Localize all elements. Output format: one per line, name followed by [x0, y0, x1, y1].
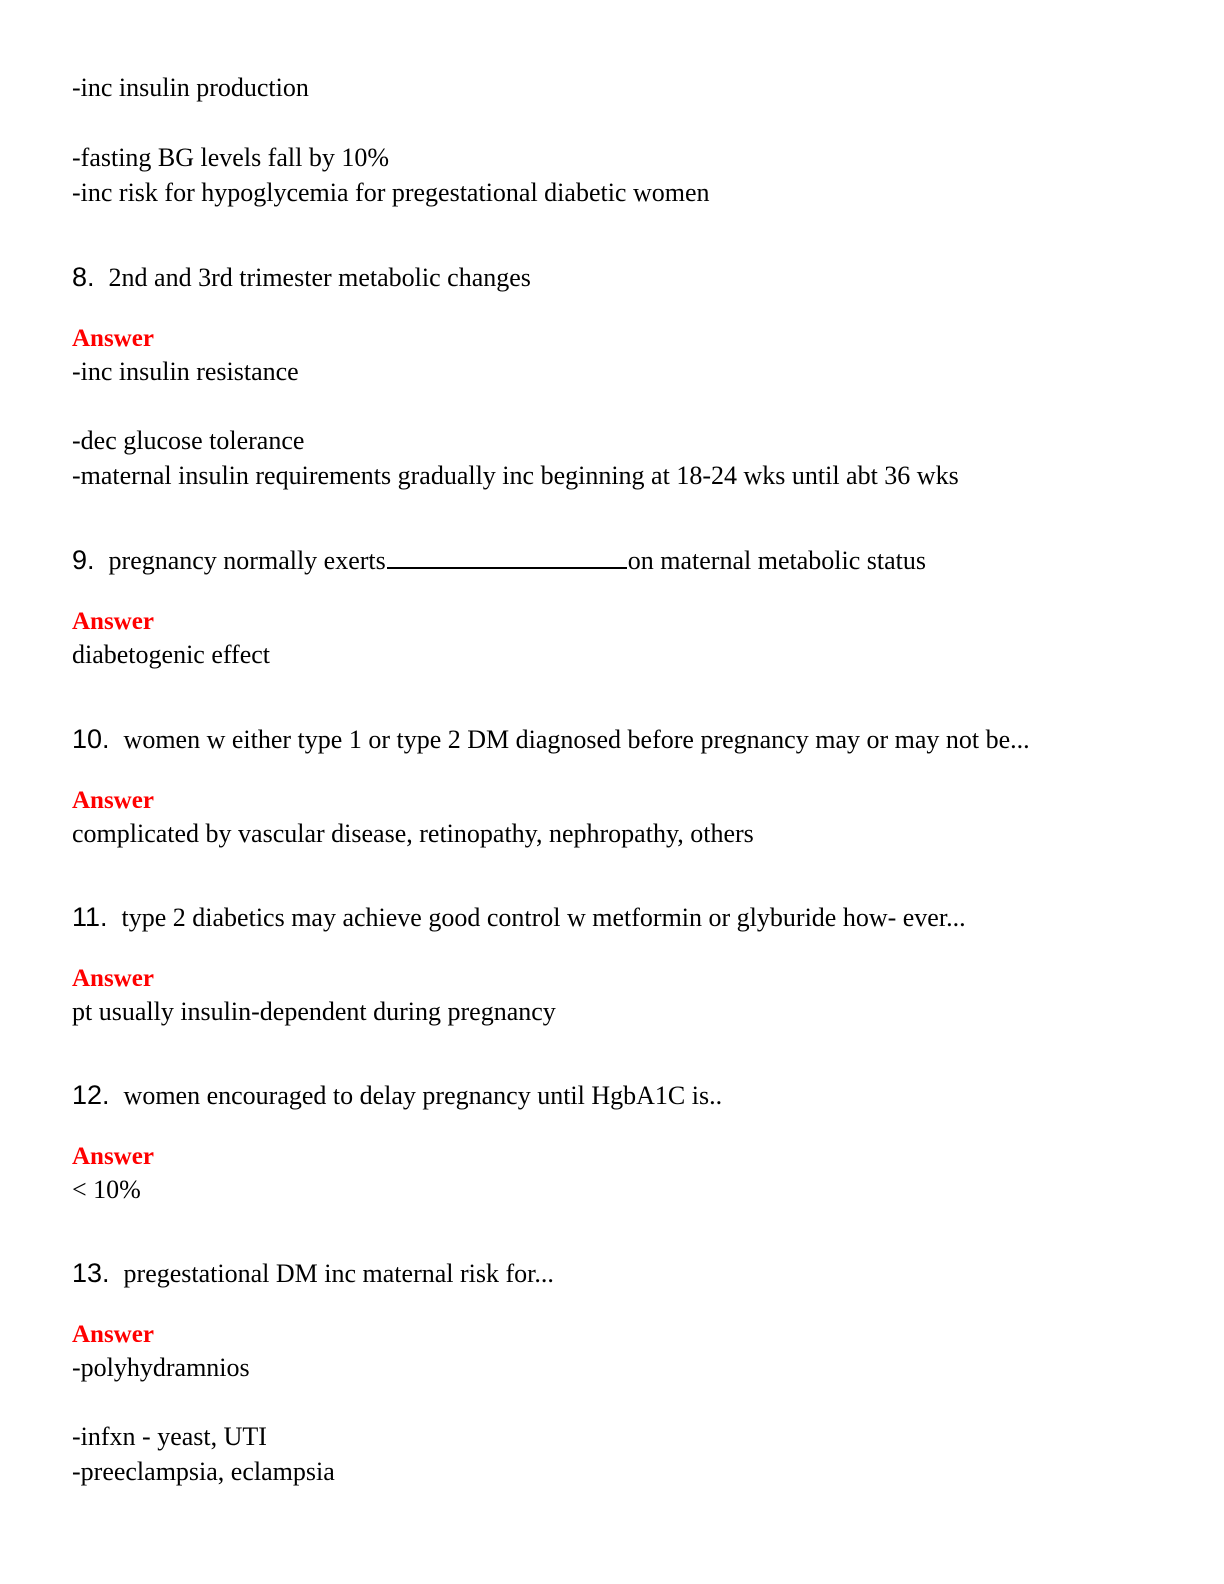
- question-number: 12.: [72, 1080, 110, 1110]
- question-13: [72, 1257, 554, 1290]
- answer-line: < 10%: [72, 1175, 141, 1204]
- question-9: [72, 544, 926, 577]
- intro-line: -inc risk for hypoglycemia for pregestational diabetic women: [72, 178, 710, 207]
- question-text: 2nd and 3rd trimester metabolic changes: [108, 263, 531, 292]
- question-8: [72, 261, 531, 294]
- answer-line: -preeclampsia, eclampsia: [72, 1457, 335, 1486]
- question-number: 10.: [72, 724, 110, 754]
- question-text-after: on maternal metabolic status: [627, 546, 926, 575]
- answer-line: pt usually insulin-dependent during pregnancy: [72, 997, 556, 1026]
- answer-label: Answer: [72, 965, 154, 992]
- intro-line: -inc insulin production: [72, 73, 309, 102]
- answer-line: -maternal insulin requirements gradually inc beginning at 18-24 wks until abt 36 wks: [72, 461, 959, 490]
- question-text: women encouraged to delay pregnancy until HgbA1C is..: [123, 1081, 723, 1110]
- answer-line: complicated by vascular disease, retinopathy, nephropathy, others: [72, 819, 754, 848]
- question-number: 11.: [72, 902, 108, 932]
- answer-line: -inc insulin resistance: [72, 357, 299, 386]
- question-text: women w either type 1 or type 2 DM diagnosed before pregnancy may or may not be...: [123, 725, 1030, 754]
- answer-label: Answer: [72, 325, 154, 352]
- answer-label: Answer: [72, 608, 154, 635]
- question-10: [72, 723, 1030, 756]
- question-number: 13.: [72, 1258, 110, 1288]
- intro-line: -fasting BG levels fall by 10%: [72, 143, 389, 172]
- question-11: [72, 901, 966, 934]
- answer-line: -infxn - yeast, UTI: [72, 1422, 267, 1451]
- answer-label: Answer: [72, 787, 154, 814]
- answer-label: Answer: [72, 1321, 154, 1348]
- answer-line: -dec glucose tolerance: [72, 426, 305, 455]
- question-number: 9.: [72, 545, 95, 575]
- question-number: 8.: [72, 262, 95, 292]
- answer-line: diabetogenic effect: [72, 640, 271, 669]
- answer-line: -polyhydramnios: [72, 1353, 250, 1382]
- question-text: pregestational DM inc maternal risk for...: [123, 1259, 554, 1288]
- question-12: [72, 1079, 722, 1112]
- answer-label: Answer: [72, 1143, 154, 1170]
- question-text: type 2 diabetics may achieve good control w metformin or glyburide how- ever...: [121, 903, 966, 932]
- fill-in-blank: [387, 545, 627, 569]
- question-text-before: pregnancy normally exerts: [108, 546, 386, 575]
